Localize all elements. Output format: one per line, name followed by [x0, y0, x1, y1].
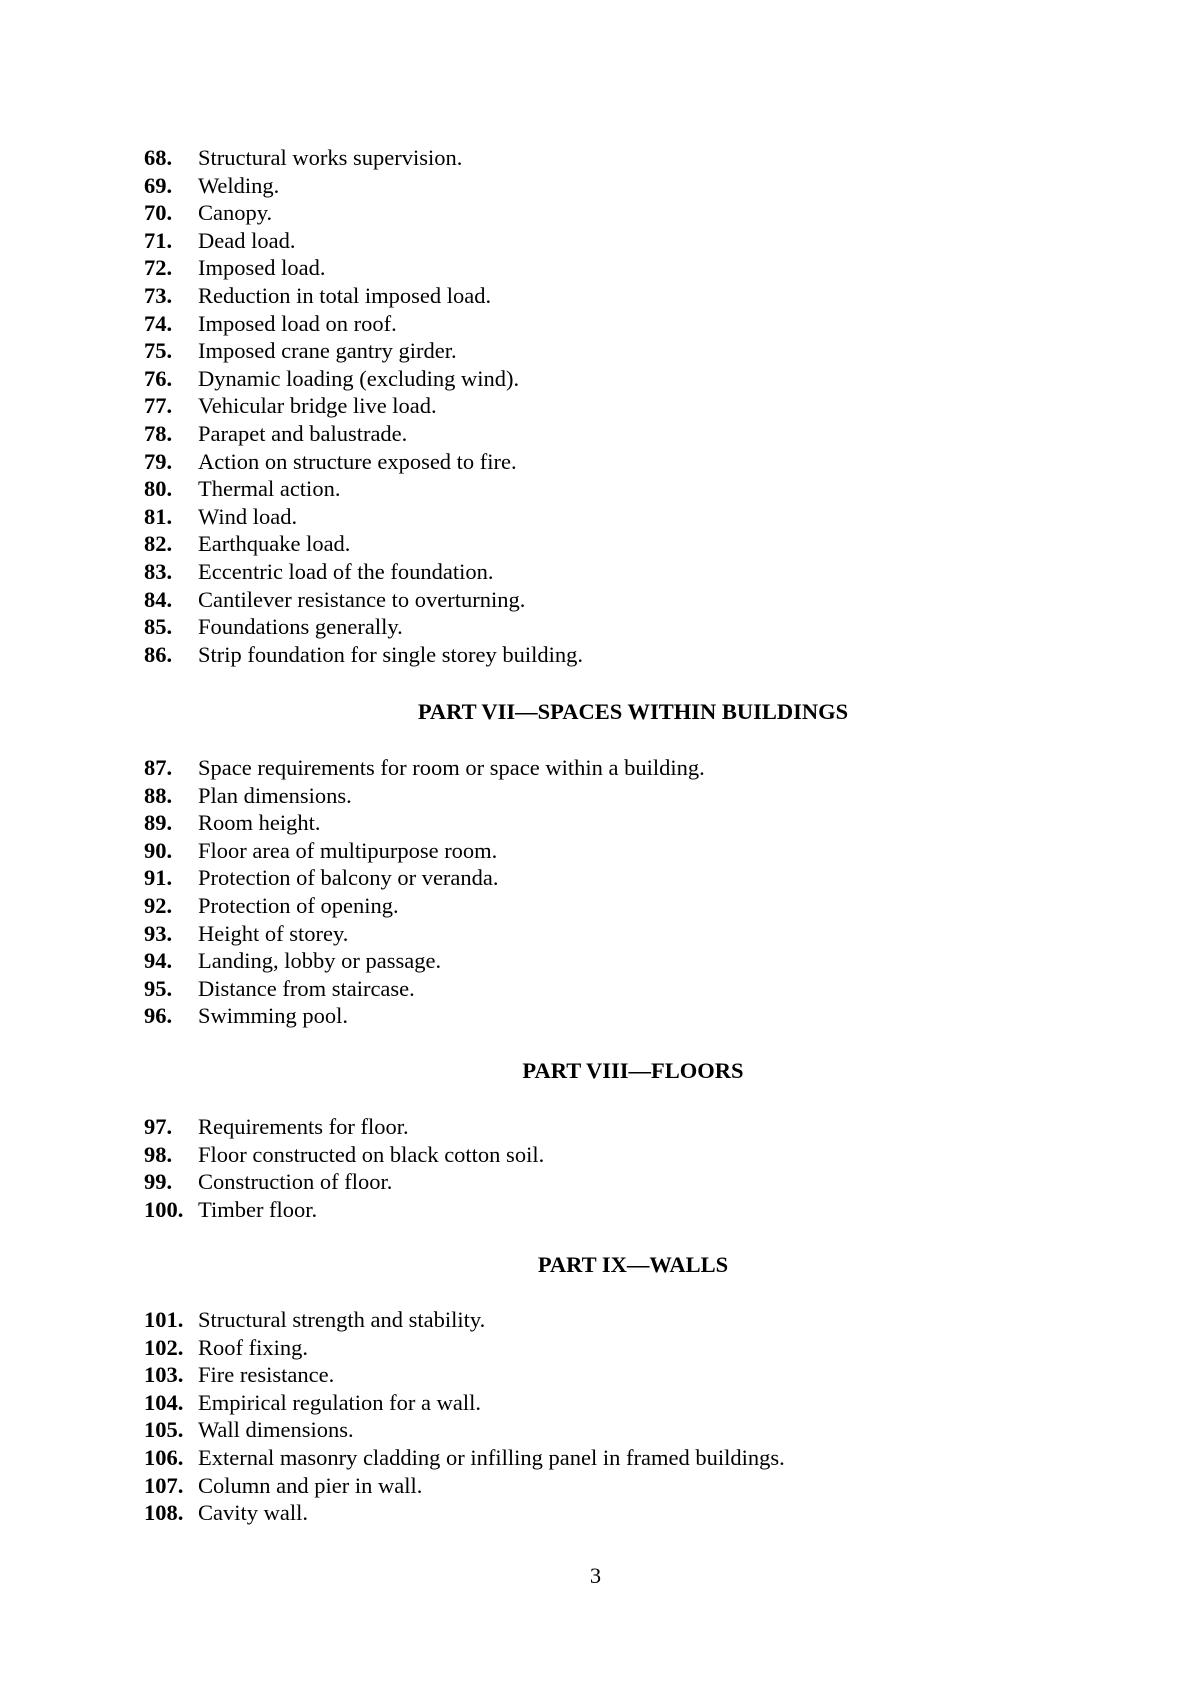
- section-number: 98.: [144, 1141, 173, 1167]
- part-heading: PART VIII—FLOORS: [522, 1058, 744, 1083]
- section-title: Earthquake load.: [198, 531, 351, 557]
- section-title: Reduction in total imposed load.: [198, 283, 492, 308]
- section-number: 83.: [144, 559, 173, 584]
- section-number: 93.: [144, 920, 173, 946]
- section-number: 86.: [144, 641, 173, 667]
- section-title: Welding.: [198, 172, 280, 198]
- section-title: Floor constructed on black cotton soil.: [198, 1141, 545, 1167]
- section-title: Wind load.: [198, 503, 298, 529]
- section-title: Imposed load on roof.: [198, 310, 397, 336]
- section-number: 91.: [144, 865, 173, 891]
- section-title: Distance from staircase.: [198, 975, 415, 1001]
- section-number: 106.: [144, 1445, 184, 1470]
- section-number: 101.: [144, 1307, 184, 1332]
- section-number: 95.: [144, 975, 173, 1001]
- section-number: 104.: [144, 1389, 184, 1415]
- section-title: Dynamic loading (excluding wind).: [198, 365, 520, 391]
- section-number: 88.: [144, 782, 173, 808]
- section-title: Structural strength and stability.: [198, 1307, 486, 1332]
- section-number: 78.: [144, 421, 173, 446]
- section-number: 94.: [144, 948, 173, 974]
- part-heading: PART VII—SPACES WITHIN BUILDINGS: [417, 699, 849, 724]
- section-number: 75.: [144, 338, 173, 364]
- section-number: 87.: [144, 755, 173, 780]
- section-title: Room height.: [198, 810, 321, 836]
- section-number: 72.: [144, 255, 173, 281]
- section-number: 73.: [144, 283, 173, 308]
- section-title: Floor area of multipurpose room.: [198, 837, 498, 863]
- section-number: 76.: [144, 365, 173, 391]
- section-title: Imposed crane gantry girder.: [198, 338, 457, 364]
- section-title: Construction of floor.: [198, 1169, 393, 1195]
- section-number: 102.: [144, 1334, 184, 1360]
- section-title: Vehicular bridge live load.: [198, 393, 437, 419]
- section-number: 105.: [144, 1417, 184, 1443]
- section-title: Height of storey.: [198, 920, 349, 946]
- section-number: 84.: [144, 586, 173, 612]
- section-number: 71.: [144, 227, 173, 253]
- section-number: 79.: [144, 448, 173, 474]
- section-number: 70.: [144, 200, 173, 226]
- section-title: Strip foundation for single storey building.: [198, 641, 583, 667]
- section-number: 107.: [144, 1472, 184, 1498]
- section-number: 69.: [144, 172, 173, 198]
- section-title: Column and pier in wall.: [198, 1472, 423, 1498]
- section-number: 96.: [144, 1003, 173, 1029]
- section-title: Landing, lobby or passage.: [198, 948, 442, 974]
- section-title: Wall dimensions.: [198, 1417, 354, 1443]
- section-number: 99.: [144, 1169, 173, 1195]
- section-title: Action on structure exposed to fire.: [198, 448, 517, 474]
- section-title: Parapet and balustrade.: [198, 421, 408, 446]
- section-number: 82.: [144, 531, 173, 557]
- page-number: 3: [589, 1563, 602, 1588]
- section-title: Empirical regulation for a wall.: [198, 1389, 482, 1415]
- section-title: Fire resistance.: [198, 1362, 335, 1388]
- section-number: 85.: [144, 614, 173, 640]
- section-number: 103.: [144, 1362, 184, 1388]
- section-title: Structural works supervision.: [198, 145, 463, 170]
- section-title: Space requirements for room or space within a building.: [198, 755, 705, 780]
- section-title: Foundations generally.: [198, 614, 403, 640]
- section-number: 81.: [144, 503, 173, 529]
- section-title: Dead load.: [198, 227, 296, 253]
- section-number: 80.: [144, 476, 173, 502]
- section-number: 89.: [144, 810, 173, 836]
- section-title: Cantilever resistance to overturning.: [198, 586, 526, 612]
- section-number: 77.: [144, 393, 173, 419]
- section-title: Protection of balcony or veranda.: [198, 865, 499, 891]
- part-heading: PART IX—WALLS: [537, 1252, 729, 1277]
- section-title: Thermal action.: [198, 476, 341, 502]
- section-title: Protection of opening.: [198, 893, 399, 918]
- section-number: 90.: [144, 837, 173, 863]
- section-number: 100.: [144, 1196, 184, 1222]
- section-title: Eccentric load of the foundation.: [198, 559, 494, 584]
- section-title: Roof fixing.: [198, 1334, 308, 1360]
- section-title: Requirements for floor.: [198, 1114, 409, 1139]
- section-number: 108.: [144, 1500, 184, 1526]
- section-number: 68.: [144, 145, 173, 170]
- section-title: Canopy.: [198, 200, 273, 226]
- section-number: 97.: [144, 1114, 173, 1139]
- section-number: 92.: [144, 893, 173, 918]
- section-title: Timber floor.: [198, 1196, 318, 1222]
- section-title: Swimming pool.: [198, 1003, 349, 1029]
- section-number: 74.: [144, 310, 173, 336]
- section-title: External masonry cladding or infilling panel in framed buildings.: [198, 1445, 785, 1470]
- section-title: Plan dimensions.: [198, 782, 352, 808]
- section-title: Cavity wall.: [198, 1500, 308, 1526]
- section-title: Imposed load.: [198, 255, 326, 281]
